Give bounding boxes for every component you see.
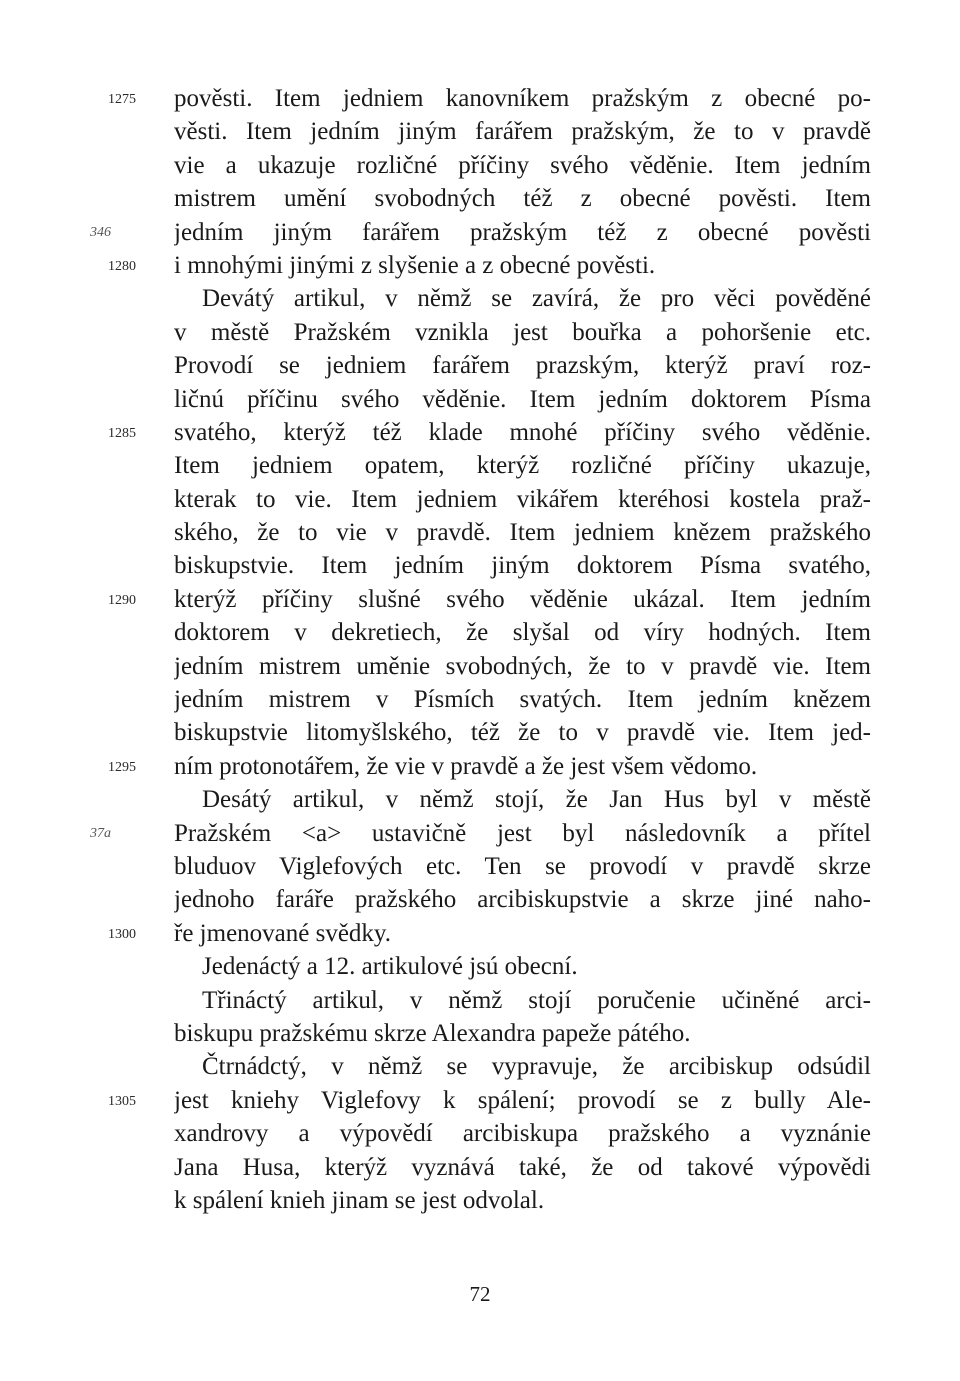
line-text: k spálení knieh jinam se jest odvolal.: [174, 1186, 545, 1214]
line-text: ře jmenované svědky.: [174, 919, 392, 947]
line-text: bluduov Viglefových etc. Ten se provodí v pravdě skrze: [174, 852, 871, 880]
line-text: jednoho faráře pražského arcibiskupstvie a skrze jiné naho-: [174, 886, 871, 914]
text-line: [174, 549, 871, 582]
text-line: [174, 483, 871, 516]
line-text: biskupstvie. Item jedním jiným doktorem Písma svatého,: [174, 552, 871, 580]
text-line: [174, 850, 871, 883]
text-line: [174, 383, 871, 416]
text-line: [108, 1084, 871, 1117]
line-number: 1275: [108, 92, 136, 107]
line-text: jedním mistrem uměnie svobodných, že to v pravdě vie. Item: [174, 652, 871, 680]
line-number: 1290: [108, 592, 136, 608]
line-text: jedním mistrem v Písmích svatých. Item jedním knězem: [174, 686, 871, 714]
line-text: Devátý artikul, v němž se zavírá, že pro věci pověděné: [202, 285, 871, 313]
line-text: ského, že to vie v pravdě. Item jedniem knězem pražského: [174, 519, 871, 547]
line-text: xandrovy a výpovědí arcibiskupa pražského a vyznánie: [174, 1120, 871, 1148]
line-number: 1295: [108, 759, 136, 775]
text-line: [174, 182, 871, 215]
line-text: jedním jiným farářem pražským též z obecné pověsti: [174, 218, 871, 246]
line-text: doktorem v dekretiech, že slyšal od víry hodných. Item: [174, 619, 871, 647]
line-number: 1285: [108, 425, 136, 441]
text-line: [174, 1184, 871, 1217]
text-line: [108, 917, 871, 950]
line-text: kterýž příčiny slušné svého věděnie ukázal. Item jedním: [174, 585, 871, 613]
text-line: [90, 817, 871, 850]
line-number: 1300: [108, 926, 136, 942]
text-line: [174, 650, 871, 683]
text-line: [174, 349, 871, 382]
text-line: [174, 616, 871, 649]
text-line: [108, 416, 871, 449]
line-text: kterak to vie. Item jedniem vikářem kteréhosi kostela praž-: [174, 485, 871, 513]
folio-marker: 346: [90, 224, 111, 240]
text-line: [108, 82, 871, 115]
line-text: Pražském <a> ustavičně jest byl následovník a přítel: [174, 819, 871, 847]
text-line: [174, 316, 871, 349]
line-text: Provodí se jedniem farářem prazským, kterýž praví roz-: [174, 352, 871, 380]
text-line: [174, 1050, 871, 1083]
text-line: [174, 1151, 871, 1184]
line-text: Čtrnádctý, v němž se vypravuje, že arcibiskup odsúdil: [202, 1053, 871, 1081]
line-text: Desátý artikul, v němž stojí, že Jan Hus byl v městě: [202, 786, 871, 814]
text-line: [174, 783, 871, 816]
text-line: [174, 950, 871, 983]
line-text: i mnohými jinými z slyšenie a z obecné pověsti.: [174, 251, 656, 279]
line-text: věsti. Item jedním jiným farářem pražským, že to v pravdě: [174, 118, 871, 146]
line-text: Jana Husa, kterýž vyznává také, že od takové výpovědi: [174, 1153, 871, 1181]
text-line: [174, 149, 871, 182]
text-line: [174, 883, 871, 916]
text-line: [90, 216, 871, 249]
line-text: v městě Pražském vznikla jest bouřka a pohoršenie etc.: [174, 318, 871, 346]
text-line: [174, 516, 871, 549]
text-line: [108, 249, 871, 282]
text-line: [174, 1117, 871, 1150]
line-text: Třináctý artikul, v němž stojí poručenie učiněné arci-: [202, 986, 871, 1014]
page-number: 72: [469, 1282, 491, 1306]
line-text: mistrem umění svobodných též z obecné pověsti. Item: [174, 185, 871, 213]
line-text: Jedenáctý a 12. artikulové jsú obecní.: [202, 953, 578, 981]
line-text: biskupstvie litomyšlského, též že to v pravdě vie. Item jed-: [174, 719, 871, 747]
text-line: [108, 750, 871, 783]
line-number: 1280: [108, 258, 136, 274]
line-text: svatého, kterýž též klade mnohé příčiny svého věděnie.: [174, 418, 871, 446]
text-line: [174, 716, 871, 749]
line-text: jest kniehy Viglefovy k spálení; provodí se z bully Ale-: [174, 1086, 871, 1114]
body-text: [90, 82, 871, 1217]
text-line: [174, 1017, 871, 1050]
text-line: [174, 449, 871, 482]
text-line: [174, 984, 871, 1017]
line-text: vie a ukazuje rozličné příčiny svého věděnie. Item jedním: [174, 151, 871, 179]
text-line: [174, 282, 871, 315]
line-text: Item jedniem opatem, kterýž rozličné příčiny ukazuje,: [174, 452, 871, 480]
line-text: biskupu pražskému skrze Alexandra papeže pátého.: [174, 1019, 691, 1047]
text-line: [108, 583, 871, 616]
folio-marker: 37a: [90, 825, 111, 841]
line-number: 1305: [108, 1093, 136, 1109]
text-line: [174, 683, 871, 716]
line-text: pověsti. Item jedniem kanovníkem pražským z obecné po-: [174, 85, 871, 112]
text-line: [174, 115, 871, 148]
line-text: ním protonotářem, že vie v pravdě a že jest všem vědomo.: [174, 752, 758, 780]
line-text: ličnú příčinu svého věděnie. Item jedním doktorem Písma: [174, 385, 871, 413]
